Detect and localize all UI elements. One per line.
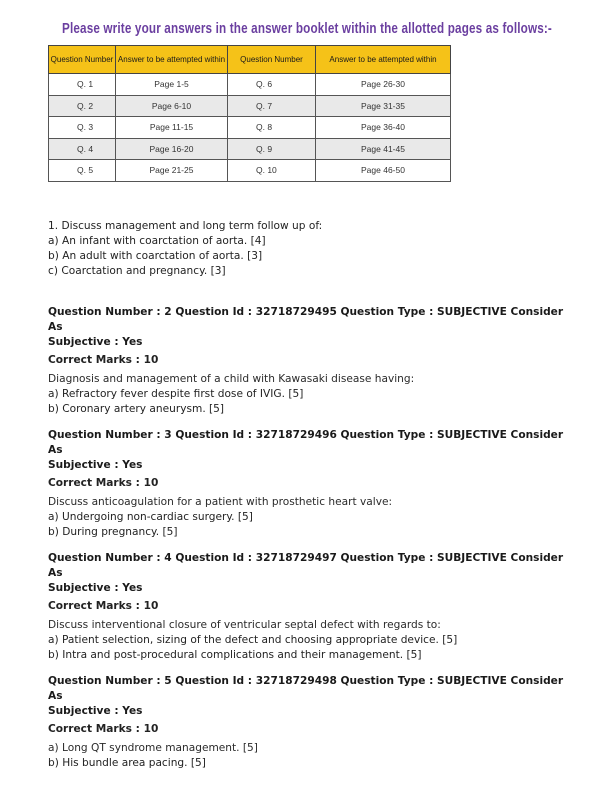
question-line: Diagnosis and management of a child with Kawasaki disease having: bbox=[48, 373, 415, 385]
table-cell: Q. 5 bbox=[49, 160, 116, 182]
question-line: a) Patient selection, sizing of the defect and choosing appropriate device. [5] bbox=[48, 634, 458, 646]
correct-marks: Correct Marks : 10 bbox=[48, 600, 159, 612]
table-cell: Page 36-40 bbox=[316, 117, 451, 139]
question-line: a) Refractory fever despite first dose of IVIG. [5] bbox=[48, 388, 304, 400]
table-cell: Q. 6 bbox=[228, 74, 316, 96]
table-cell: Page 1-5 bbox=[116, 74, 228, 96]
question-header: Question Number : 2 Question Id : 32718729495 Question Type : SUBJECTIVE Consider As bbox=[48, 306, 564, 333]
page-allocation-table bbox=[48, 45, 451, 182]
table-cell: Q. 3 bbox=[49, 117, 116, 139]
table-cell: Page 6-10 bbox=[116, 95, 228, 117]
table-cell: Page 11-15 bbox=[116, 117, 228, 139]
table-cell: Q. 7 bbox=[228, 95, 316, 117]
table-cell: Page 41-45 bbox=[316, 138, 451, 160]
question-line: Discuss interventional closure of ventricular septal defect with regards to: bbox=[48, 619, 441, 631]
table-cell: Page 31-35 bbox=[316, 95, 451, 117]
table-row bbox=[49, 117, 451, 139]
question-line: Discuss anticoagulation for a patient with prosthetic heart valve: bbox=[48, 496, 393, 508]
table-row bbox=[49, 160, 451, 182]
question-line: a) Undergoing non-cardiac surgery. [5] bbox=[48, 511, 253, 523]
question-header-continued: Subjective : Yes bbox=[48, 459, 143, 471]
table-row bbox=[49, 138, 451, 160]
question-line: b) His bundle area pacing. [5] bbox=[48, 757, 206, 769]
question-line: c) Coarctation and pregnancy. [3] bbox=[48, 265, 226, 277]
column-header: Answer to be attempted within bbox=[116, 46, 228, 74]
table-cell: Q. 2 bbox=[49, 95, 116, 117]
question-line: b) An adult with coarctation of aorta. [3] bbox=[48, 250, 263, 262]
table-row bbox=[49, 74, 451, 96]
question-header: Question Number : 4 Question Id : 32718729497 Question Type : SUBJECTIVE Consider As bbox=[48, 552, 564, 579]
question-header: Question Number : 5 Question Id : 32718729498 Question Type : SUBJECTIVE Consider As bbox=[48, 675, 564, 702]
column-header: Question Number bbox=[228, 46, 316, 74]
question-1-body bbox=[48, 219, 568, 279]
question-line: 1. Discuss management and long term follow up of: bbox=[48, 220, 323, 232]
table-header-row bbox=[49, 46, 451, 74]
question-line: b) During pregnancy. [5] bbox=[48, 526, 178, 538]
table-cell: Q. 10 bbox=[228, 160, 316, 182]
question-line: b) Coronary artery aneurysm. [5] bbox=[48, 403, 225, 415]
question-header-continued: Subjective : Yes bbox=[48, 582, 143, 594]
table-cell: Page 16-20 bbox=[116, 138, 228, 160]
question-header-continued: Subjective : Yes bbox=[48, 336, 143, 348]
question-4-block bbox=[48, 551, 568, 663]
question-5-block bbox=[48, 674, 568, 771]
table-cell: Q. 4 bbox=[49, 138, 116, 160]
correct-marks: Correct Marks : 10 bbox=[48, 354, 159, 366]
table-cell: Q. 9 bbox=[228, 138, 316, 160]
allotment-instruction: Please write your answers in the answer booklet within the allotted pages as follows:- bbox=[62, 20, 552, 37]
question-2-block bbox=[48, 305, 568, 417]
column-header: Question Number bbox=[49, 46, 116, 74]
table-cell: Page 26-30 bbox=[316, 74, 451, 96]
table-cell: Q. 1 bbox=[49, 74, 116, 96]
question-line: a) Long QT syndrome management. [5] bbox=[48, 742, 258, 754]
question-line: a) An infant with coarctation of aorta. [4] bbox=[48, 235, 266, 247]
column-header: Answer to be attempted within bbox=[316, 46, 451, 74]
correct-marks: Correct Marks : 10 bbox=[48, 477, 159, 489]
table-cell: Page 46-50 bbox=[316, 160, 451, 182]
table-cell: Page 21-25 bbox=[116, 160, 228, 182]
table-row bbox=[49, 95, 451, 117]
question-header: Question Number : 3 Question Id : 32718729496 Question Type : SUBJECTIVE Consider As bbox=[48, 429, 564, 456]
table-cell: Q. 8 bbox=[228, 117, 316, 139]
question-3-block bbox=[48, 428, 568, 540]
correct-marks: Correct Marks : 10 bbox=[48, 723, 159, 735]
question-line: b) Intra and post-procedural complications and their management. [5] bbox=[48, 649, 422, 661]
question-header-continued: Subjective : Yes bbox=[48, 705, 143, 717]
